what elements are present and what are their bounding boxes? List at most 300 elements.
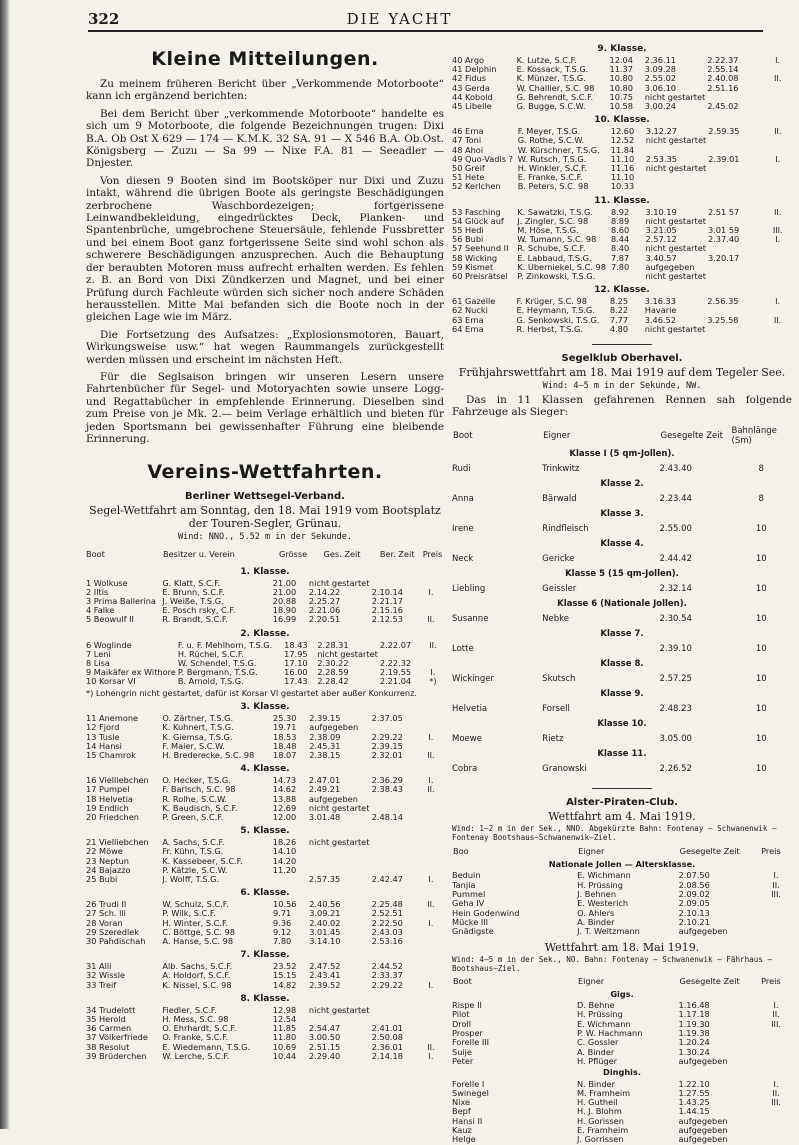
table-cell — [420, 909, 444, 918]
table-cell: 2.55.02 — [644, 74, 676, 84]
table-cell — [646, 182, 709, 191]
table-cell: 2.43.03 — [371, 927, 403, 937]
segelklub-table — [452, 425, 792, 778]
sailed-time: 3.05.00 — [659, 733, 692, 744]
table-cell: 2.39.52 — [309, 980, 341, 990]
table-row — [86, 785, 444, 794]
table-cell: 38 Resolut — [86, 1042, 130, 1052]
table-cell: 2.51 57 — [708, 207, 740, 217]
table-cell: 37 Völkerfriede — [86, 1033, 148, 1043]
class-heading: Klasse 10. — [597, 718, 647, 729]
table-cell — [372, 795, 420, 804]
table-row — [452, 244, 792, 253]
table-cell: N. Binder — [576, 1078, 615, 1089]
table-row — [452, 226, 792, 235]
table-row — [452, 520, 792, 538]
table-cell: 1.17.18 — [678, 1009, 710, 1020]
table-cell: nicht gestartet — [308, 578, 370, 588]
table-cell: Hein Godenwind — [452, 907, 520, 918]
class-heading: Klasse 11. — [597, 748, 647, 759]
table-cell: F. Maier, S.C.W. — [162, 741, 225, 751]
table-cell: 10.69 — [272, 1042, 297, 1052]
column-header: Eigner — [543, 430, 571, 441]
table-cell — [765, 272, 792, 281]
results-table — [452, 56, 792, 111]
table-cell: 9.71 — [273, 909, 292, 919]
table-cell: 2.15.16 — [371, 606, 403, 616]
column-header: Boot — [86, 549, 105, 560]
table-cell: J. Behnen — [577, 889, 617, 900]
table-cell: 12.04 — [609, 56, 633, 65]
table-cell: 3.09.28 — [644, 65, 676, 75]
table-cell — [765, 102, 792, 111]
table-cell: 1.20.24 — [678, 1037, 710, 1048]
table-cell: II. — [772, 1009, 780, 1020]
table-cell: 39 Brüderchen — [86, 1051, 147, 1061]
table-cell: 12.69 — [272, 803, 297, 813]
class-row — [452, 858, 792, 871]
table-cell — [760, 1029, 792, 1038]
table-cell: I. — [775, 297, 781, 307]
table-cell — [766, 173, 792, 182]
column-header: Besitzer u. Verein — [163, 549, 235, 560]
table-cell: 52 Kerlchen — [452, 182, 501, 192]
table-cell: H. Brederecke, S.C. 98 — [162, 750, 255, 760]
table-cell: 2.40.02 — [309, 918, 341, 928]
table-cell: 34 Trudelott — [86, 1005, 136, 1015]
table-cell: 10 Korsar VI — [86, 677, 136, 687]
table-row — [86, 597, 444, 606]
table-cell: I. — [428, 1051, 434, 1061]
segelklub-title: Segelklub Oberhavel. — [561, 353, 683, 365]
table-cell: 1.30.24 — [678, 1046, 710, 1057]
class-heading: Klasse 2. — [600, 478, 644, 489]
results-table — [86, 1006, 444, 1061]
table-cell: 2.32.01 — [371, 750, 403, 760]
table-cell — [420, 857, 444, 866]
table-cell: G. Senkowski, T.S.G. — [516, 315, 600, 325]
column-header: Preis — [761, 975, 781, 986]
kleine-paragraph: Von diesen 9 Booten sind im Bootsköper nur Dixi und Zuzu intakt, während die übrigen Boote als geringste Beschädigungen zerbrochene Waschbordezeigen; fortgerissene Leinwandbekleidung, eingedrücktes Deck, Planken- und Spantenbrüche, umgebrochene Steuersäule, fehlende Fussbretter und bei einem Boot ganz fortgerissene Seite sind wohl schon als schwerere Beschädigungen anzusprechen. Auch die Behauptung der beraubten Motoren muss aufrecht erhalten werden. Es fehlen z. B. an Bord von Dixi Zündkerzen und Magnet, und bei einer Prüfung durch Fachleute würden sich sicher noch andere Schäden herausstellen. Mitte Mai befanden sich die Boote noch in der gleichen Lage wie im März. — [86, 174, 444, 324]
boat-name: Liebling — [452, 583, 486, 594]
table-cell: M. Framheim — [576, 1087, 631, 1098]
table-cell — [708, 173, 765, 182]
table-cell: 3.00.50 — [308, 1033, 341, 1043]
table-cell: P. Zinkowski, T.S.G. — [517, 272, 596, 282]
table-cell: 2.53.35 — [645, 154, 677, 164]
table-row — [86, 641, 444, 650]
class-heading: Klasse 8. — [600, 658, 644, 669]
table-cell: 8.22 — [609, 306, 629, 316]
table-cell: nicht gestartet — [645, 164, 707, 174]
table-cell: 2.51.16 — [707, 83, 739, 93]
table-row — [452, 580, 792, 598]
table-cell — [420, 795, 444, 804]
course-length: 10 — [755, 553, 767, 564]
table-cell — [760, 1117, 792, 1126]
table-cell: E. Franke, S.C.F. — [517, 173, 583, 183]
table-row — [452, 550, 792, 568]
table-row — [86, 733, 444, 742]
table-cell: 2.42.47 — [371, 874, 403, 884]
kleine-title: Kleine Mitteilungen. — [151, 48, 379, 70]
table-cell: 2.47.01 — [308, 776, 341, 786]
table-cell: 20.88 — [272, 596, 297, 606]
table-cell: Hansi II — [452, 1115, 483, 1126]
table-cell: E. Wichmann — [576, 1018, 631, 1029]
table-cell — [760, 1126, 792, 1135]
table-cell: 10.58 — [609, 102, 633, 112]
table-cell: 45 Libelle — [452, 102, 492, 112]
table-cell: W. Lerche, S.C.F. — [162, 1051, 230, 1061]
table-cell: 7.80 — [610, 262, 630, 272]
left-column — [86, 40, 444, 1061]
table-cell: 2.49.21 — [308, 785, 341, 795]
table-row — [452, 927, 792, 936]
table-cell — [309, 857, 372, 866]
table-cell: J. T. Weitzmann — [577, 926, 640, 937]
table-cell: 19.71 — [273, 723, 297, 733]
table-cell: 11.16 — [610, 164, 635, 174]
table-row — [452, 1126, 792, 1135]
table-cell: 2.36.29 — [371, 776, 403, 786]
table-cell — [372, 723, 420, 732]
table-cell: 2.38.15 — [309, 750, 341, 760]
table-cell: nicht gestartet — [644, 324, 706, 334]
table-cell: 18.07 — [273, 750, 297, 760]
table-cell: 12.54 — [272, 1014, 297, 1024]
table-cell: K. Kassebeer, S.C.F. — [162, 856, 243, 866]
segelklub-wind: Wind: 4—5 m in der Sekunde, NW. — [542, 381, 702, 392]
course-length: 8 — [758, 463, 764, 474]
table-cell: A. Holdorf, S.C.F. — [162, 971, 231, 981]
table-cell: III. — [772, 226, 783, 236]
table-cell: E. Labbaud, T.S.G. — [517, 253, 592, 263]
table-cell: 44 Kobold — [452, 92, 493, 102]
table-cell: J. Gorrissen — [576, 1134, 624, 1145]
table-row — [452, 263, 792, 272]
alster-table-1 — [452, 846, 792, 937]
table-cell — [707, 325, 765, 334]
table-cell: 32 Wissle — [86, 971, 126, 981]
table-row — [86, 1015, 444, 1024]
table-cell: *) — [429, 677, 437, 687]
vereins-club: Berliner Wettsegel-Verband. — [185, 491, 345, 503]
table-cell: G. Behrendt, S.C.F. — [516, 92, 594, 102]
class-row — [452, 748, 792, 760]
table-cell — [372, 579, 420, 588]
table-cell — [708, 263, 765, 272]
table-cell: aufgegeben — [678, 1055, 728, 1066]
table-cell: Peter — [452, 1055, 474, 1066]
table-header-row — [86, 550, 444, 562]
table-row — [86, 875, 444, 884]
table-header-row — [452, 425, 792, 448]
table-cell: 14.73 — [272, 776, 297, 786]
table-cell — [760, 909, 792, 918]
table-cell: 12.98 — [272, 1005, 297, 1015]
table-cell: Beduin — [452, 870, 481, 881]
table-cell: II. — [772, 1087, 780, 1098]
table-cell: 2.28.42 — [317, 677, 349, 687]
column-header: Gesegelte Zeit — [679, 975, 740, 986]
table-cell — [707, 93, 765, 102]
table-row — [86, 659, 444, 668]
class-heading: 4. Klasse. — [240, 764, 290, 775]
table-cell: 23 Neptun — [86, 856, 129, 866]
sailed-time: 2.39.10 — [659, 643, 692, 654]
table-cell: 61 Gazelle — [452, 297, 496, 307]
table-row — [452, 1089, 792, 1098]
class-row — [452, 988, 792, 1001]
table-cell: 2.43.41 — [309, 971, 341, 981]
table-cell: 30 Pahdischah — [86, 936, 146, 946]
table-cell: 2.10.13 — [678, 907, 710, 918]
table-cell: 55 Hedi — [452, 226, 484, 236]
table-cell — [708, 136, 765, 145]
table-row — [452, 208, 792, 217]
course-length: 8 — [758, 493, 764, 504]
table-row — [452, 127, 792, 136]
table-cell: E. Framheim — [576, 1125, 629, 1136]
table-cell: 7.80 — [273, 936, 292, 946]
table-cell: 1.16.48 — [678, 1000, 710, 1011]
table-row — [452, 84, 792, 93]
table-row — [86, 1006, 444, 1015]
table-cell: 57 Seehund II — [452, 244, 509, 254]
table-row — [452, 1057, 792, 1066]
table-row — [452, 254, 792, 263]
table-cell: 2.36.11 — [644, 56, 676, 65]
table-cell: 11.85 — [272, 1024, 297, 1034]
course-length: 10 — [755, 613, 767, 624]
table-cell: nicht gestartet — [308, 803, 370, 813]
alster-wind-2: Wind: 4—5 m in der Sek., NO. Bahn: Fontenay — Schwanenwik — Fährhaus — Bootshaus—Ziel. — [452, 954, 773, 973]
vereins-wind: Wind: NNO., 5.52 m in der Sekunde. — [178, 532, 352, 543]
table-cell — [420, 579, 444, 588]
table-cell: 29 Szeredlek — [86, 927, 140, 937]
table-row — [452, 670, 792, 688]
table-cell: A. Hanse, S.C. 98 — [162, 936, 234, 946]
table-cell: 3.09.21 — [309, 909, 341, 919]
table-cell: 3.14.10 — [309, 936, 341, 946]
owner-name: Bärwald — [542, 493, 577, 504]
table-row — [86, 928, 444, 937]
results-table — [452, 127, 792, 191]
class-heading: Klasse I (5 qm-Jollen). — [569, 448, 675, 459]
table-cell: J. Weiße, T.S.G. — [162, 596, 224, 606]
table-cell — [760, 1038, 792, 1047]
table-row — [452, 610, 792, 628]
alster-wind-1: Wind: 1—2 m in der Sek., NNO. Abgekürzte Bahn: Fontenay — Schwanenwik — Fontenay Bootshaus—Schwanenwik—Ziel. — [452, 823, 777, 842]
table-cell: Geha IV — [452, 898, 485, 909]
class-row — [452, 508, 792, 520]
table-cell: P. Wilk, S.C.F. — [162, 909, 216, 919]
table-cell: 4.80 — [609, 324, 629, 334]
table-cell: K. Baudisch, S.C.F. — [162, 803, 238, 813]
table-row — [86, 866, 444, 875]
class-heading: 12. Klasse. — [594, 285, 650, 296]
table-row — [86, 714, 444, 723]
table-cell: H. Winkler, S.C.F. — [517, 164, 588, 174]
table-cell — [760, 927, 792, 936]
sailed-time: 2.43.40 — [659, 463, 692, 474]
table-cell: 17.95 — [284, 649, 308, 659]
table-row — [452, 102, 792, 111]
table-cell: II. — [773, 315, 782, 325]
sailed-time: 2.57.25 — [659, 673, 692, 684]
table-row — [452, 136, 792, 145]
table-cell — [765, 263, 792, 272]
table-cell: Alb. Sachs, S.C.F. — [162, 962, 233, 972]
table-cell: 1.43.25 — [678, 1097, 710, 1108]
table-cell — [420, 1024, 444, 1033]
table-cell — [372, 847, 420, 856]
kleine-paragraph: Bei dem Bericht über „verkommende Motorboote“ handelte es sich um 9 Motorboote, die folgende Bezeichnungen trugen: Dixi B.A. Ob Ost X 629 — 174 — K.M.K. 32 SA. 91 — X 546 B.A. Ob.Ost. Königsberg — Zuzu — Sa 99 — Nixe F.A. 81 — Seeadler — Dnjester. — [86, 107, 444, 170]
table-cell: R. Rolhe, S.C.W. — [162, 794, 227, 804]
table-row — [452, 297, 792, 306]
column-header: Preis — [422, 549, 443, 560]
table-cell: 35 Herold — [86, 1014, 126, 1024]
table-cell — [420, 1033, 444, 1042]
owner-name: Granowski — [542, 763, 587, 774]
table-cell: 63 Erna — [452, 315, 484, 325]
column-header: Eigner — [578, 845, 605, 856]
table-cell: 18.43 — [284, 640, 308, 650]
table-row — [452, 235, 792, 244]
table-cell: 3.16.33 — [644, 297, 676, 307]
table-cell: 9.12 — [273, 927, 292, 937]
table-row — [86, 776, 444, 785]
boat-name: Cobra — [452, 763, 478, 774]
table-row — [452, 700, 792, 718]
table-cell: G. Bugge, S.C.W. — [516, 102, 586, 112]
table-cell: II. — [774, 127, 782, 137]
table-cell: R. Schube, S.C.F. — [517, 244, 586, 254]
table-cell: O. Zärtner, T.S.G. — [162, 714, 234, 724]
table-row — [86, 606, 444, 615]
owner-name: Rietz — [542, 733, 564, 744]
table-cell: 16.00 — [284, 668, 308, 678]
table-cell: I. — [430, 668, 436, 678]
table-cell: I. — [775, 235, 781, 245]
table-cell — [420, 962, 444, 971]
table-cell — [273, 875, 309, 884]
table-cell: H. Prüssing — [577, 879, 623, 890]
class-heading: Klasse 4. — [600, 538, 644, 549]
table-cell: Pilot — [452, 1009, 470, 1020]
table-cell: 59 Kismet — [452, 262, 494, 272]
boat-name: Irene — [452, 523, 474, 534]
course-length: 10 — [755, 643, 767, 654]
table-cell: 46 Erna — [452, 127, 484, 137]
class-heading: 11. Klasse. — [594, 195, 650, 206]
class-row — [452, 1066, 792, 1079]
table-cell: 2.08.56 — [678, 879, 710, 890]
course-length: 10 — [755, 673, 767, 684]
table-cell: 17.43 — [284, 677, 308, 687]
table-row — [452, 93, 792, 102]
table-cell: 43 Gerda — [452, 83, 490, 93]
table-cell — [646, 146, 709, 155]
table-cell — [707, 306, 765, 315]
results-table — [452, 208, 792, 282]
table-cell: 10.75 — [609, 92, 633, 102]
table-row — [86, 615, 444, 624]
table-cell: W. Kürschner, T.S.G. — [517, 145, 600, 155]
table-row — [86, 971, 444, 980]
sailed-time: 2.30.54 — [659, 613, 692, 624]
table-cell: 22 Möwe — [86, 847, 123, 857]
table-cell: W. Challier, S.C. 98 — [516, 83, 595, 93]
table-cell — [420, 971, 444, 980]
table-cell: K. Sawatzki, T.S.G. — [517, 207, 593, 217]
table-cell: nicht gestartet — [645, 244, 706, 254]
table-row — [452, 325, 792, 334]
table-cell: P. Kätzle, S.C.W. — [162, 865, 228, 875]
table-cell: II. — [427, 615, 435, 625]
sailed-time: 2.23.44 — [659, 493, 692, 504]
table-cell — [372, 857, 420, 866]
table-row — [452, 65, 792, 74]
table-cell: 14.10 — [272, 847, 297, 857]
table-cell: 12.60 — [610, 127, 635, 137]
table-cell: 64 Erna — [452, 324, 484, 334]
table-cell: III. — [771, 889, 781, 900]
table-cell: 11.20 — [272, 865, 297, 875]
class-row — [452, 448, 792, 460]
table-cell: 2.28.59 — [317, 668, 349, 678]
table-cell: 16 Vielliebchen — [86, 776, 149, 786]
table-cell: 54 Glück auf — [452, 216, 504, 226]
table-cell: 2.28.31 — [317, 640, 349, 650]
table-cell: I. — [775, 154, 781, 164]
table-cell — [765, 217, 792, 226]
table-cell — [708, 182, 765, 191]
class-heading: 3. Klasse. — [240, 702, 290, 713]
table-cell — [372, 1006, 420, 1015]
results-table — [452, 297, 792, 334]
table-cell: 15 Chamrok — [86, 750, 136, 760]
boat-name: Rudi — [452, 463, 471, 474]
table-cell: 1.22.10 — [678, 1078, 710, 1089]
table-cell: nicht gestartet — [317, 649, 378, 659]
table-cell: 8.40 — [610, 244, 630, 254]
table-cell — [760, 918, 792, 927]
table-header-row — [452, 846, 792, 858]
table-cell: 10.80 — [609, 83, 633, 93]
class-heading: 10. Klasse. — [594, 115, 650, 126]
table-cell: 10.44 — [272, 1051, 297, 1061]
table-cell: 3.01.45 — [309, 927, 341, 937]
table-cell: 24 Bajazzo — [86, 865, 131, 875]
table-cell: 2.59.35 — [708, 127, 740, 137]
table-cell: 2.25.48 — [371, 900, 403, 910]
table-row — [86, 751, 444, 760]
vereins-results — [86, 550, 444, 1061]
table-cell: 8 Lisa — [86, 659, 110, 668]
section-divider — [592, 344, 652, 345]
table-cell: 7.77 — [609, 315, 629, 325]
table-cell: 2.33.37 — [371, 971, 403, 981]
table-cell — [766, 164, 792, 173]
table-cell — [372, 838, 420, 847]
table-cell — [420, 937, 444, 946]
table-cell: B. Peters, S.C. 98 — [517, 182, 589, 192]
table-cell: E. Kossack, T.S.G. — [516, 65, 589, 75]
table-cell: 1.19.30 — [678, 1018, 710, 1029]
column-header: Boo — [453, 845, 469, 856]
